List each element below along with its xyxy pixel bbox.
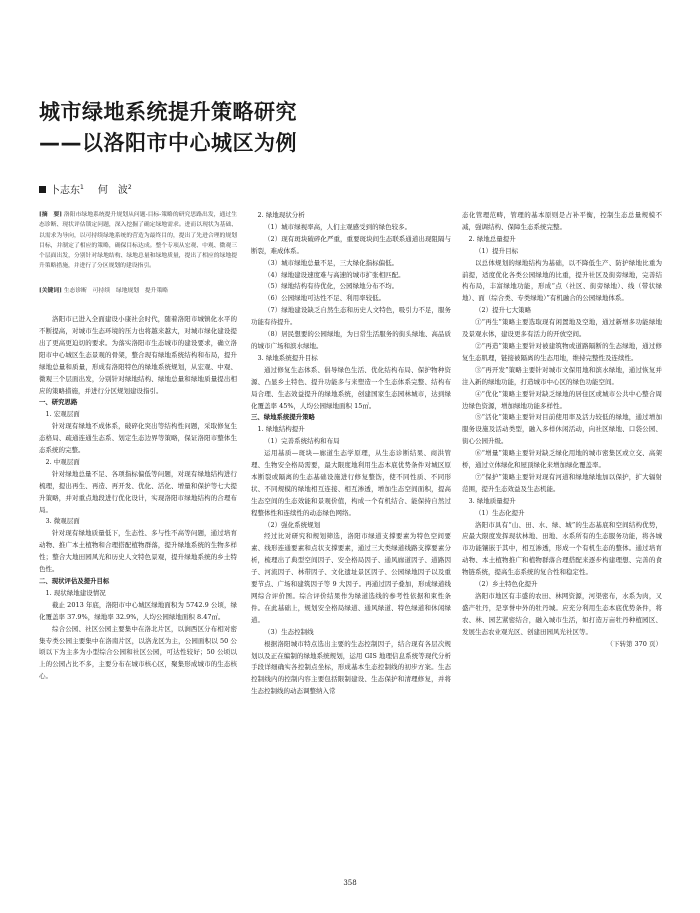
abstract-text: 洛阳市绿地系统提升规划从问题-目标-策略的研究思路出发，通过生态诊断、现状评估锁定问题，深入挖掘了确定绿地需求。进而以现状为基础、以需求为导向，以可持续绿地系统的营造为最终目的，提出了先进合理的规划目标，并制定了相应的策略，确保目标达成。整个专项从宏观、中观、微观三个层面出发，分别针对绿地结构、绿地总量和绿地质量，提出了相应的绿地提升策略措施，并进行了分区规划的建设指引。 [39, 212, 237, 270]
page-number: 358 [343, 879, 357, 887]
section-heading: 一、研究思路 [39, 398, 78, 407]
subsection-heading: 1. 宏观层面 [45, 410, 80, 419]
column-2-body [251, 210, 451, 698]
column-3-body [462, 210, 662, 651]
subsection-heading: 3. 微观层面 [45, 517, 80, 526]
sub-subsection-heading: （2）强化系统规划 [264, 520, 321, 529]
paragraph: ①“再生”策略主要选取现有闲置地及空地，通过新增多功能绿地及景观水体，建设更多有活力的开放空间。 [462, 318, 662, 339]
sub-subsection-heading: （2）乡土特色化提升 [475, 580, 538, 589]
paragraph: ④“优化”策略主要针对缺乏绿地的居住区或城市公共中心整合周边绿色资源，增加绿地功能多样性。 [462, 389, 662, 410]
subsection-heading: 2. 绿地现状分析 [257, 211, 305, 219]
author-name: 卜志东 [50, 185, 80, 197]
sub-subsection-heading: （1）生态化提升 [475, 508, 525, 517]
paragraph: 通过修复生态体系、倡导绿色生活、优化结构布局、保护物种资源、凸显乡土特色、提升功能多与来塑造一个生态体系完整、结构布局合理、生态效益提升的绿地系统，创建国家生态园林城市，达到绿化覆盖率 45%，人均公园绿地面积 15㎡。 [251, 365, 451, 410]
keywords-label: [关键词] [39, 287, 62, 294]
subsection-heading: 2. 中观层面 [45, 457, 80, 466]
author-line [39, 181, 132, 197]
paragraph: 态化管理范畴，管理的基本原则是占补平衡，控制生态总量规模不减，强调结构、保障生态系统完整。 [462, 211, 662, 231]
section-heading: 二、现状评估及提升目标 [39, 577, 110, 586]
paragraph: ②“再造”策略主要针对被建筑物或道路隔断的生态绿地，通过修复生态肌理，链接被隔离的生态用地，维持完整性及连续性。 [462, 341, 662, 362]
subsection-heading: 1. 绿地结构提升 [257, 425, 305, 434]
author-marker-icon [39, 186, 46, 193]
spacer [39, 296, 237, 314]
sub-subsection-heading: （2）提升七大策略 [475, 306, 532, 315]
sub-subsection-heading: （3）生态控制线 [264, 627, 314, 636]
paragraph: ⑦“保护”策略主要针对现有河道和绿地绿地加以保护，扩大辐射范围，提升生态效益及生态机能。 [462, 472, 662, 493]
author-affiliation: 2 [127, 184, 132, 191]
article-title [39, 97, 659, 159]
keywords-text: 生态诊断 可持续 绿地规划 提升策略 [63, 287, 169, 294]
paragraph: 洛阳市具有“山、田、水、绿、城”的生态基底和空间结构优势，应最大限度发挥现状林地、田地、水系所有的生态服务功能，将各城市功能镶嵌于其中，相互渗透，形成一个有机生态的整体。通过培育动物、本土植物推广和植物群落合理搭配来逐步构建理想、完善的食物链系统，提高生态系统的复合性和稳定性。 [462, 520, 662, 577]
section-heading: 三、绿地系统提升策略 [251, 413, 315, 422]
paragraph: 针对现有绿地不成体系，破碎化突出等结构性问题，采取修复生态格局、疏通连通生态系、划定生态边界等策略，保证洛阳市整体生态系统的完整。 [39, 422, 237, 455]
abstract-label: [摘 要] [39, 212, 63, 218]
paragraph: （6）公园绿地可达性不足、利用率较低。 [264, 294, 386, 303]
column-1-body [39, 314, 237, 683]
paragraph: （5）绿地结构有待优化，公园绿地分布不均。 [264, 282, 399, 291]
sub-subsection-heading: （1）完善系统结构和布局 [264, 437, 340, 446]
subsection-heading: 1. 现状绿地建设情况 [45, 588, 106, 597]
subsection-heading: 2. 绿地总量提升 [468, 234, 516, 243]
paragraph: 截止 2013 年底，洛阳市中心城区绿地面积为 5742.9 公顷，绿化覆盖率 37.9%，绿地率 32.9%，人均公园绿地面积 8.47㎡。 [39, 600, 237, 621]
keywords [39, 286, 237, 296]
paragraph: 运用基质—斑块—廊道生态学原理，从生态诊断结果、商洪管理、生物安全格局需要，最大限度地利用生态本底优势条件对城区原本断裂或隔离的生态基础设施进行修复整饬，使不同性质、不同形状、不同规模的绿地相互连接、相互渗透，增加生态空间面积，提高生态空间的生态效能和景观价值，构成一个有机结合、能保持自然过程整体性和连续性的动态绿色网络。 [251, 449, 451, 517]
author-name: 何 波 [97, 185, 128, 197]
paragraph: 洛阳市地区有丰盛的农田、林网资源，河渠密布，水系为肉，又盛产牡丹，是享誉中外的牡丹城。应充分利用生态本底优势条件，将农、林、园艺紧密结合，融入城市生活，如打造万亩牡丹种植园区、发展生态农业观光区、创建田园风光社区等。 [462, 592, 662, 636]
paragraph: （4）绿地建设速度难与高速的城市扩张相匹配。 [264, 270, 405, 279]
paragraph: 针对现有绿地质量低下，生态性、多与性不高等问题，通过培育动物、推广本土植物和合理搭配植物群落，提升绿地系统的生物多样性；整合大地田园风光和历史人文特色景观，提升绿地系统的乡土特色性。 [39, 529, 237, 574]
paragraph: 以总体规划的绿地结构为基础，以不降低生产、防护绿地比重为前提，适度优化各类公园绿地的比重，提升社区及街旁绿地，完善结构布局，丰富绿地功能，形成“点（社区、街旁绿地）、线（带状绿地）、面（综合类、专类绿地）”有机融合的公园绿地体系。 [462, 258, 662, 303]
paragraph: ⑤“活化”策略主要针对目前使用率及活力较低的绿地，通过增加服务设施及活动类型，融入多样休闲活动，向社区绿地、口袋公园、街心公园升级。 [462, 413, 662, 446]
paragraph: （1）城市绿视率高，人们主观感受到的绿色较多。 [264, 222, 412, 231]
paragraph: 综合公园、社区公园主要集中在洛北片区，以涧西区分布相对密集专类公园主要集中在洛南片区，以洛龙区为主，公园面积以 50 公顷以下为主多为小型综合公园和社区公园，可达性较好；50 公顷以上的公园占比不多，主要分布在城市核心区，聚集形成城市的生态核心。 [39, 624, 237, 681]
column-2 [251, 210, 451, 870]
paragraph: （3）城市绿地总量不足，三大绿化指标偏低。 [264, 258, 399, 267]
subsection-heading: 3. 绿地系统提升目标 [257, 353, 318, 362]
paragraph: ③“再开发”策略主要针对城市文保用地和滨水绿地，通过恢复并注入新的绿地功能，打造城市中心区的绿色功能空间。 [462, 365, 662, 386]
column-1 [39, 210, 237, 870]
paragraph: ⑥“增量”策略主要针对缺乏绿化用地的城市密集区或立交、高架桥，通过立体绿化和屋顶绿化来增加绿化覆盖率。 [462, 449, 662, 470]
paragraph: （7）绿地建设缺乏自然生态和历史人文特色，吸引力不足，服务功能有待提升。 [251, 306, 451, 327]
abstract [39, 210, 237, 272]
paragraph: 根据洛阳城市特点选出主要的生态控制因子，结合现有各层次规划以及正在编制的绿地系统规划，运用 GIS 地理信息系统等现代分析手段详细确实各控制点坐标，形成基本生态控制线的初步方案。生态控制线内的控制内容主要包括限制建设、生态保护和清理修复，并将生态控制线的动态调整纳入常 [251, 639, 451, 696]
continuation-note: （下转第 370 页） [606, 639, 662, 648]
author-affiliation: 1 [80, 184, 84, 191]
title-line-1: 城市绿地系统提升策略研究 [39, 100, 297, 124]
paragraph: 针对绿地总量不足、各项指标偏低等问题，对现有绿地结构进行梳理，提出再生、再造、再开发、优化、活化、增量和保护等七大提升策略，并对重点地段进行优化设计，实现洛阳市绿地结构的合理布局。 [39, 469, 237, 514]
paragraph: 洛阳市已进入全面建设小康社会时代，随着洛阳市城镇化水平的不断提高，对城市生态环境的压力也将越来越大，对城市绿化建设提出了更高更迫切的要求。为落实洛阳市生态城市的建设要求，确立洛阳市中心城区生态景观的骨架，整合现有绿地系统结构和布局，提升绿地总量和质量，形成有洛阳特色的绿地系统规划，从宏观、中观、微观三个层面出发，分别针对绿地结构、绿地总量和绿地质量提出相应的策略措施，并进行分区规划建设指引。 [39, 315, 237, 395]
sub-subsection-heading: （1）提升目标 [475, 246, 519, 255]
paragraph: （8）居民想要的公园绿地，为日常生活服务的街头绿地、高品质的城市广场和滨水绿地。 [251, 330, 451, 350]
paragraph: 经过比对研究和规划筛选，洛阳市绿道支撑要素为特色空间要素、线形连通要素和点状支撑要素，通过三大类绿道线路支撑要素分析，梳理出了典型空间因子、安全格局因子、通风廊道因子、道路因子、河流因子、林带因子、文化遗址景区因子、公园绿地因子以及重要节点、广场和建筑因子等 9 大因子。再通过因子叠加，形成绿道线网综合评价图。综合评价结果作为绿道选线的参考性依据和束性条件。在此基础上，规划安全格局绿道、通风绿道、特色绿道和休闲绿道。 [251, 532, 451, 624]
column-3 [462, 210, 662, 870]
paragraph: （2）现有斑块破碎化严重，重要斑块间生态联系通道出现阻隔与断裂，难成体系。 [251, 234, 451, 255]
title-line-2: ——以洛阳市中心城区为例 [39, 131, 297, 155]
subsection-heading: 3. 绿地质量提升 [468, 496, 516, 505]
